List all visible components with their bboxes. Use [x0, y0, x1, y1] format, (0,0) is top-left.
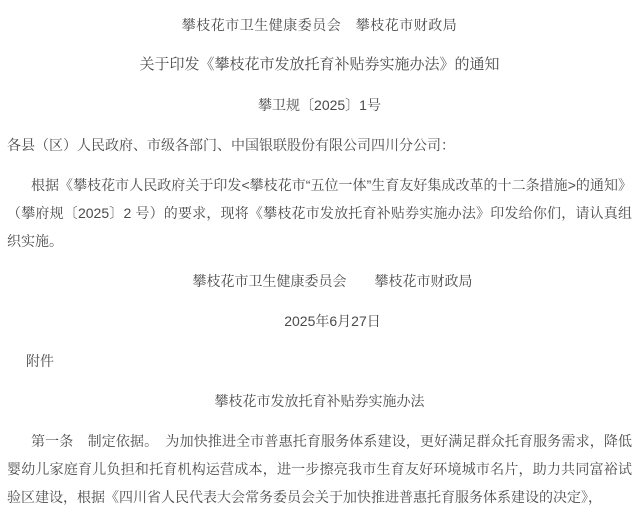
- document-title: 关于印发《攀枝花市发放托育补贴券实施办法》的通知: [139, 56, 500, 73]
- signature-date: 2025年6月27日: [284, 313, 381, 329]
- signature-organizations: 攀枝花市卫生健康委员会 攀枝花市财政局: [192, 273, 473, 289]
- attachment-title: 攀枝花市发放托育补贴券实施办法: [214, 393, 425, 409]
- salutation-line: 各县（区）人民政府、市级各部门、中国银联股份有限公司四川分公司：: [7, 137, 455, 153]
- issuing-organizations-header: 攀枝花市卫生健康委员会 攀枝花市财政局: [181, 17, 458, 33]
- document-number: 攀卫规〔2025〕1号: [258, 97, 381, 113]
- article-1-paragraph: 第一条 制定依据。 为加快推进全市普惠托育服务体系建设，更好满足群众托育服务需求，降低婴幼儿家庭育儿负担和托育机构运营成本，进一步擦亮我市生育友好环境城市名片，助力共同富裕试验区建设，根据《四川省人民代表大会常务委员会关于加快推进普惠托育服务体系建设的决定》，: [7, 433, 632, 505]
- notice-body-paragraph: 根据《攀枝花市人民政府关于印发<攀枝花市“五位一体”生育友好集成改革的十二条措施>的通知》（攀府规〔2025〕2 号）的要求，现将《攀枝花市发放托育补贴券实施办法》印发给你们，请认真组织实施。: [7, 177, 632, 249]
- attachment-label: 附件: [26, 353, 54, 369]
